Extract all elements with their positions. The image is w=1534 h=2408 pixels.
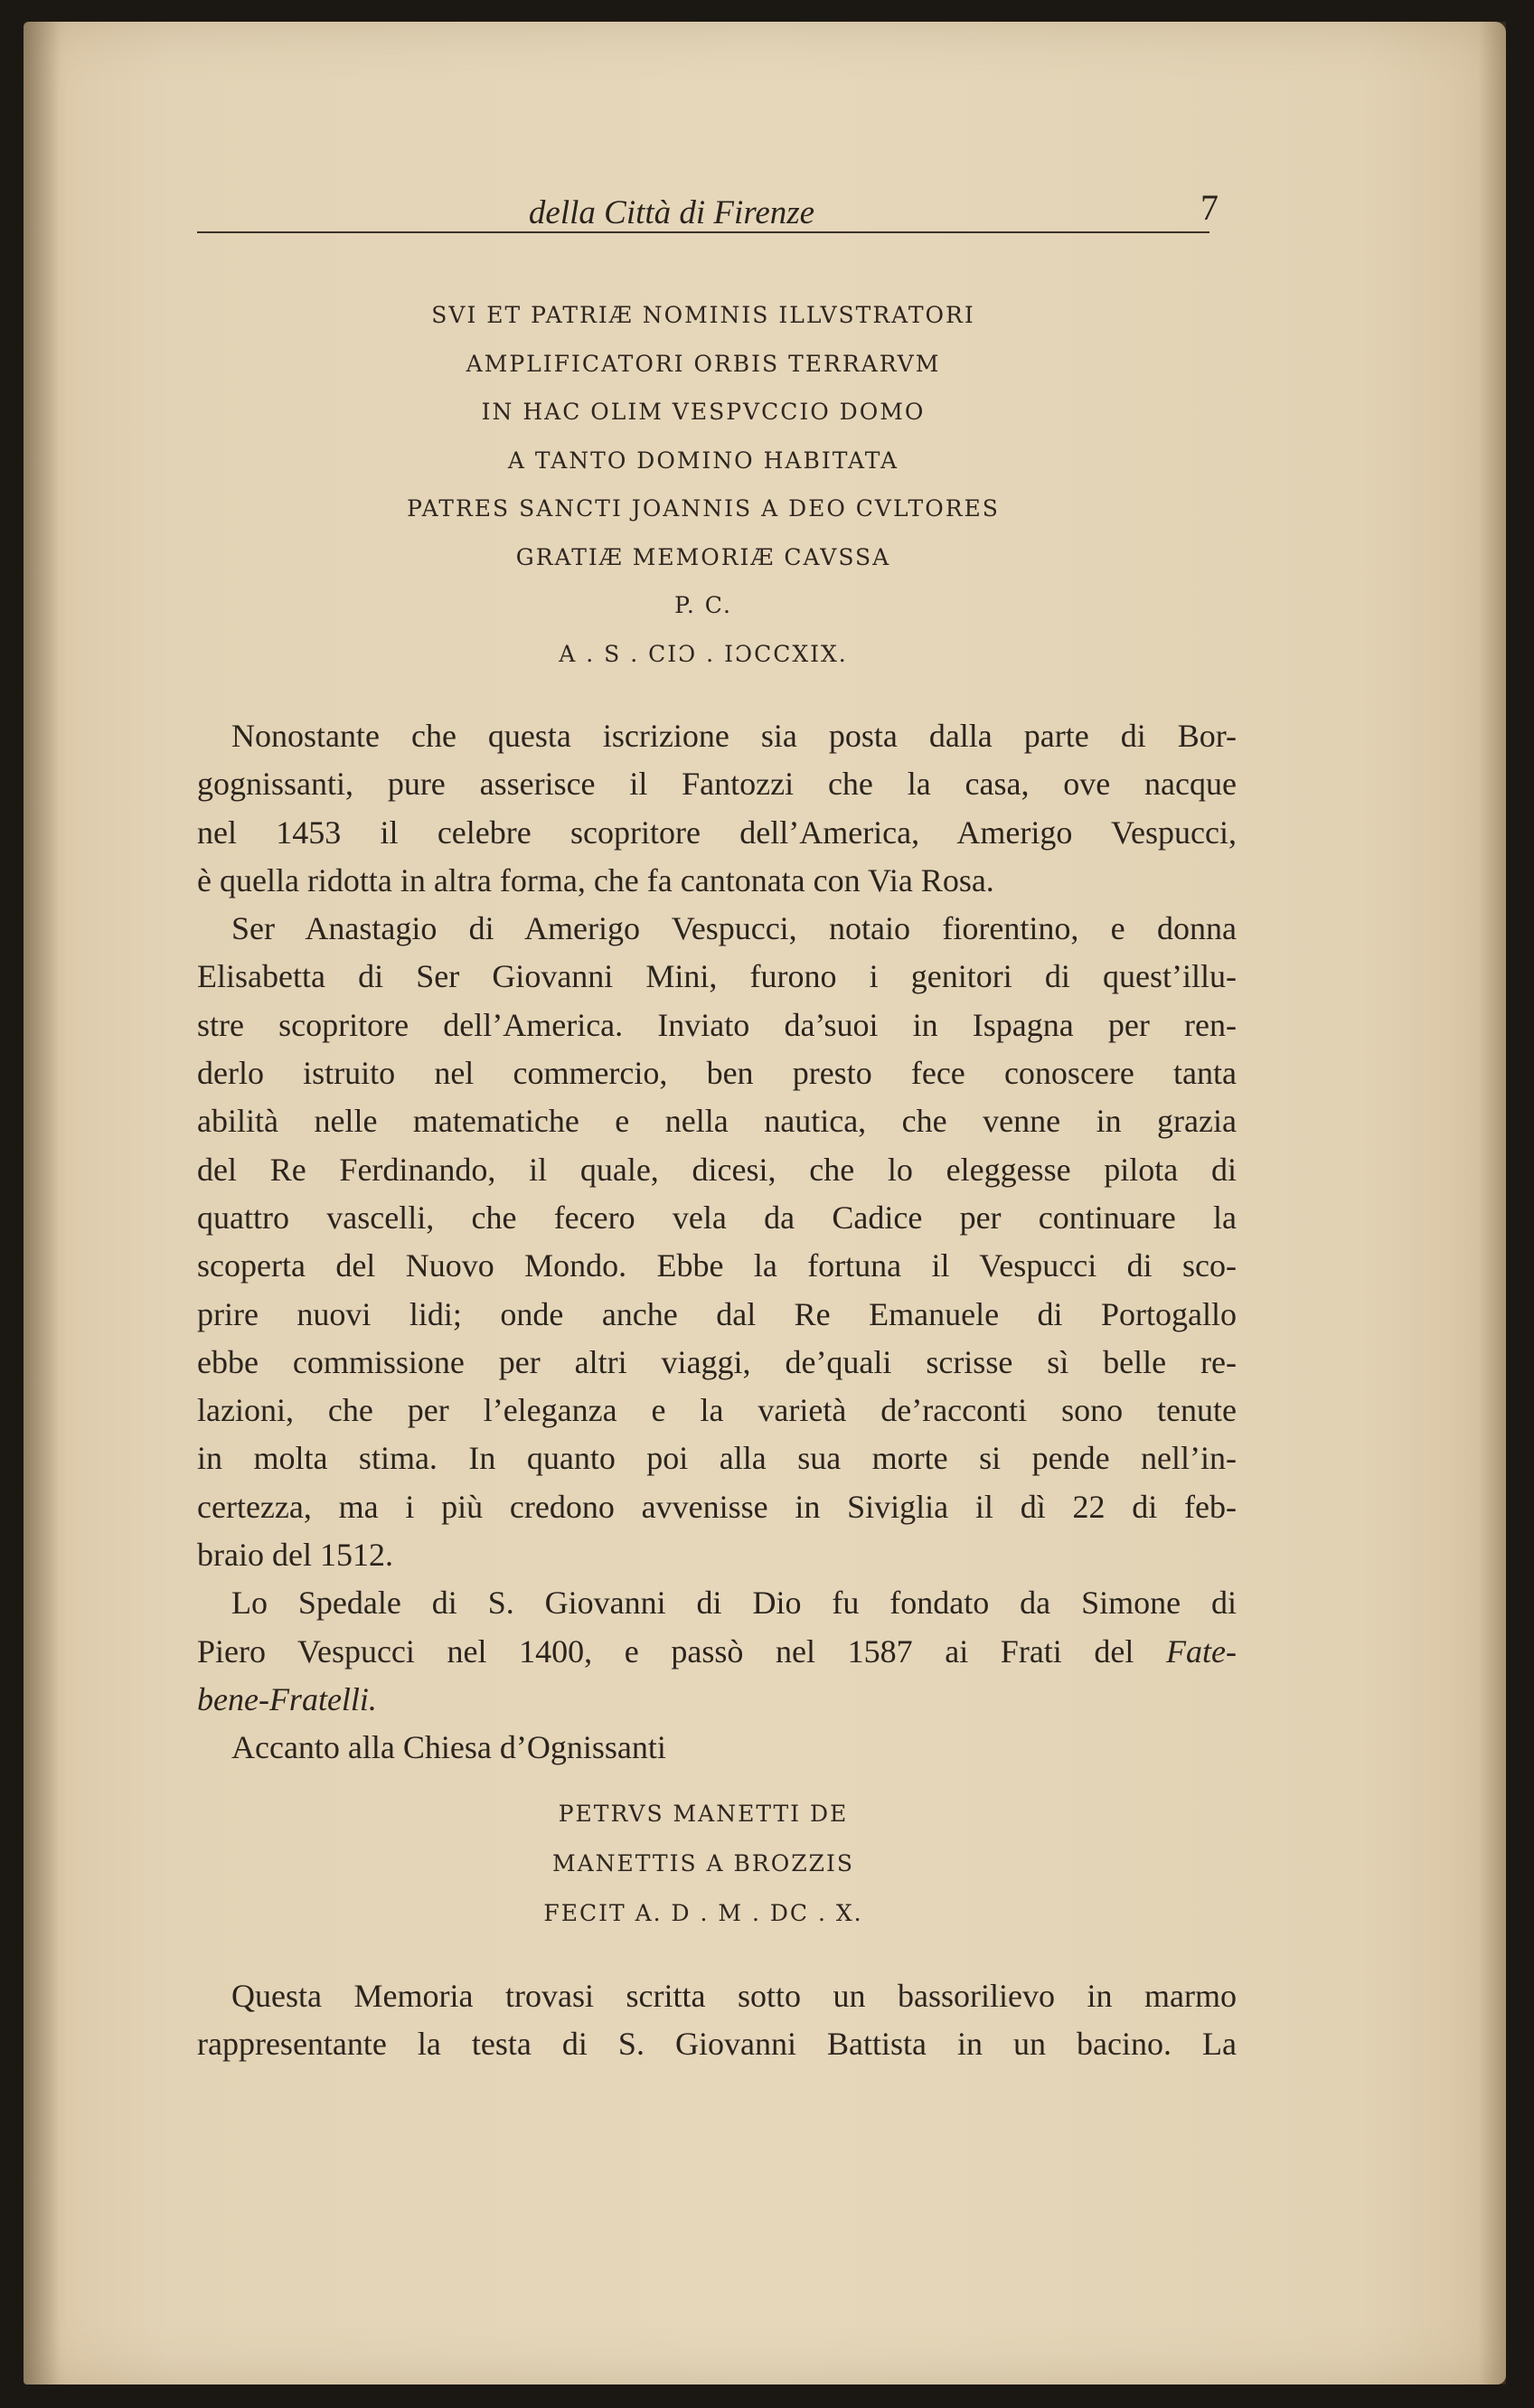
running-head: [197, 166, 1237, 231]
inscription-line: PETRVS MANETTI DE: [558, 1801, 849, 1827]
inscription-line: IN HAC OLIM VESPVCCIO DOMO: [481, 399, 926, 425]
inscription-line: SVI ET PATRIÆ NOMINIS ILLVSTRATORI: [431, 302, 975, 328]
text-line: stre scopritore dell’America. Inviato da’suoi in Ispagna per ren-: [197, 1006, 1237, 1043]
text-line: derlo istruito nel commercio, ben presto fece conoscere tanta: [197, 1055, 1237, 1092]
text-line: Questa Memoria trovasi scritta sotto un bassorilievo in marmo: [231, 1978, 1237, 2014]
text-line: ebbe commissione per altri viaggi, de’quali scrisse sì belle re-: [197, 1343, 1237, 1380]
text-line: del Re Ferdinando, il quale, dicesi, che lo eleggesse pilota di: [197, 1151, 1237, 1188]
body-text-main: [197, 712, 1237, 1773]
inscription-line: AMPLIFICATORI ORBIS TERRARVM: [466, 350, 941, 377]
spine-shadow: [24, 22, 60, 2384]
text-line: Nonostante che questa iscrizione sia posta dalla parte di Bor-: [231, 718, 1237, 754]
text-line: lazioni, che per l’eleganza e la varietà de’racconti sono tenute: [197, 1392, 1237, 1429]
page-number: 7: [1200, 187, 1219, 228]
inscription-vespucci: [197, 291, 1209, 678]
text-line: Accanto alla Chiesa d’Ognissanti: [231, 1729, 666, 1766]
inscription-line: P. C.: [674, 592, 732, 618]
header-rule: [197, 231, 1209, 233]
text-line: prire nuovi lidi; onde anche dal Re Emanuele di Portogallo: [197, 1295, 1237, 1332]
italic-fragment: Fate-: [1166, 1632, 1238, 1670]
running-title: della Città di Firenze: [528, 194, 815, 231]
text-fragment: Piero Vespucci nel 1400, e passò nel 1587 ai Frati del: [197, 1632, 1134, 1670]
body-text-continued: [197, 1972, 1237, 2069]
text-line: in molta stima. In quanto poi alla sua morte si pende nell’in-: [197, 1440, 1237, 1477]
page-edge: [1479, 22, 1506, 2384]
text-line: nel 1453 il celebre scopritore dell’America, Amerigo Vespucci,: [197, 814, 1237, 851]
inscription-manetti: [197, 1789, 1209, 1938]
text-line: Ser Anastagio di Amerigo Vespucci, notaio fiorentino, e donna: [231, 910, 1237, 947]
text-line: scoperta del Nuovo Mondo. Ebbe la fortuna il Vespucci di sco-: [197, 1247, 1237, 1284]
inscription-line: FECIT A. D . M . DC . X.: [543, 1900, 863, 1926]
inscription-line: A . S . CIƆ . IƆCCXIX.: [559, 640, 848, 667]
text-line: gognissanti, pure asserisce il Fantozzi che la casa, ove nacque: [197, 766, 1237, 803]
text-line: [197, 1628, 1237, 1676]
inscription-line: PATRES SANCTI JOANNIS A DEO CVLTORES: [407, 495, 1000, 522]
text-line: bene-Fratelli.: [197, 1680, 377, 1717]
text-line: rappresentante la testa di S. Giovanni Battista in un bacino. La: [197, 2026, 1237, 2063]
book-page: [24, 22, 1506, 2384]
text-line: Lo Spedale di S. Giovanni di Dio fu fondato da Simone di: [231, 1585, 1237, 1622]
text-line: quattro vascelli, che fecero vela da Cadice per continuare la: [197, 1199, 1237, 1236]
text-line: Elisabetta di Ser Giovanni Mini, furono i genitori di quest’illu-: [197, 958, 1237, 995]
text-line: è quella ridotta in altra forma, che fa cantonata con Via Rosa.: [197, 861, 994, 898]
text-line: abilità nelle matematiche e nella nautica, che venne in grazia: [197, 1103, 1237, 1140]
inscription-line: GRATIÆ MEMORIÆ CAVSSA: [515, 543, 891, 570]
inscription-line: A TANTO DOMINO HABITATA: [507, 447, 899, 474]
text-line: braio del 1512.: [197, 1537, 393, 1574]
inscription-line: MANETTIS A BROZZIS: [552, 1850, 854, 1877]
text-line: certezza, ma i più credono avvenisse in Siviglia il dì 22 di feb-: [197, 1488, 1237, 1525]
